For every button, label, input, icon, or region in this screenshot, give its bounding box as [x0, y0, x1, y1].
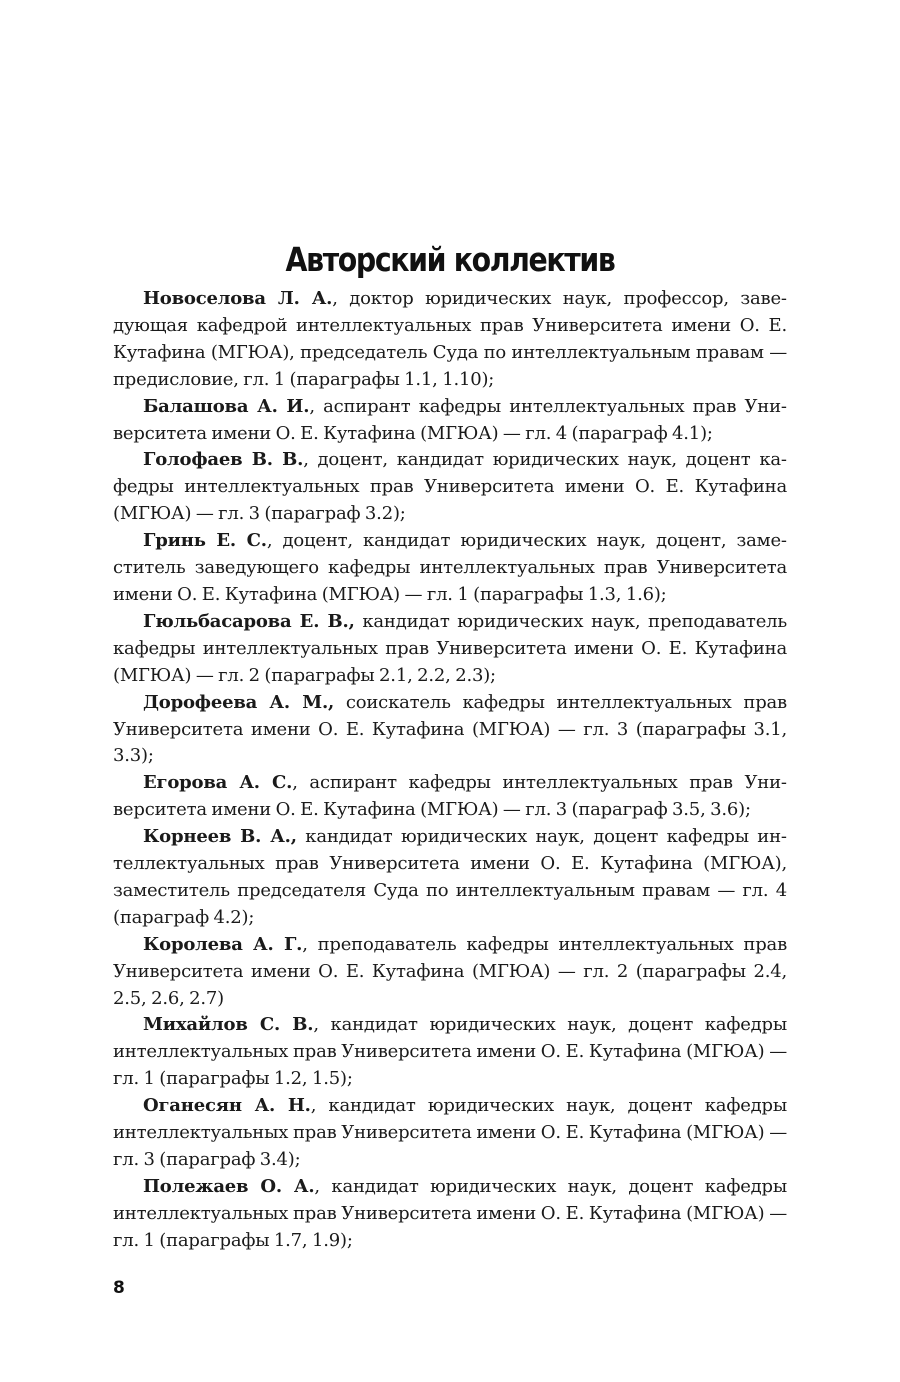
author-description: , кандидат юридических наук, доцент кафедры интеллектуальных прав Университета имени О. Е. Кутафина (МГЮА) — гл. 3 (параграф 3.4); — [113, 1095, 787, 1170]
author-entry — [113, 394, 787, 448]
author-name: Гюльбасарова Е. В., — [143, 610, 355, 632]
author-entry — [113, 286, 787, 394]
author-entry — [113, 1012, 787, 1093]
page-title: Авторский коллектив — [285, 240, 615, 280]
author-name: Новоселова Л. А. — [143, 288, 333, 309]
author-entry — [113, 1174, 787, 1255]
author-description: , аспирант кафедры интеллектуальных прав Университета имени О. Е. Кутафина (МГЮА) — гл. 3 (параграф 3.5, 3.6); — [113, 772, 787, 821]
author-name: Корнеев В. А., — [143, 826, 297, 848]
author-description: , доцент, кандидат юридических наук, доцент кафедры интеллектуальных прав Университета имени О. Е. Кутафина (МГЮА) — гл. 3 (параграф 3.2); — [113, 449, 788, 525]
author-name: Егорова А. С. — [143, 772, 293, 794]
author-description: , аспирант кафедры интеллектуальных прав Университета имени О. Е. Кутафина (МГЮА) — гл. 4 (параграф 4.1); — [113, 395, 787, 444]
author-description: , доктор юридических наук, профессор, заведующая кафедрой интеллектуальных прав Университета имени О. Е. Кутафина (МГЮА), председатель Суда по интеллектуальным правам — предисловие, гл. 1 (параграфы 1.1, 1.10); — [113, 288, 788, 390]
authors-list — [113, 286, 787, 1255]
author-entry — [113, 1093, 787, 1174]
author-name: Гринь Е. С. — [143, 530, 267, 552]
author-name: Королева А. Г. — [143, 933, 303, 955]
page-number: 8 — [113, 1278, 125, 1298]
author-description: , преподаватель кафедры интеллектуальных прав Университета имени О. Е. Кутафина (МГЮА) — гл. 2 (параграфы 2.4, 2.5, 2.6, 2.7) — [113, 933, 788, 1009]
author-entry — [113, 447, 787, 528]
author-name: Полежаев О. А. — [143, 1175, 315, 1197]
author-entry — [113, 932, 787, 1013]
author-name: Дорофеева А. М., — [143, 691, 335, 713]
author-description: соискатель кафедры интеллектуальных прав Университета имени О. Е. Кутафина (МГЮА) — гл. 3 (параграфы 3.1, 3.3); — [113, 691, 787, 767]
author-entry — [113, 609, 787, 690]
author-entry — [113, 770, 787, 824]
author-description: кандидат юридических наук, доцент кафедры интеллектуальных прав Университета имени О. Е. Кутафина (МГЮА), заместитель председателя Суда по интеллектуальным правам — гл. 4 (параграф 4.2); — [113, 826, 787, 928]
author-name: Михайлов С. В. — [143, 1014, 314, 1036]
author-description: , кандидат юридических наук, доцент кафедры интеллектуальных прав Университета имени О. Е. Кутафина (МГЮА) — гл. 1 (параграфы 1.2, 1.5); — [113, 1014, 788, 1090]
author-name: Балашова А. И. — [143, 395, 310, 417]
author-name: Оганесян А. Н. — [143, 1095, 311, 1117]
author-entry — [113, 690, 787, 771]
author-entry — [113, 528, 787, 609]
author-description: кандидат юридических наук, преподаватель кафедры интеллектуальных прав Университета имени О. Е. Кутафина (МГЮА) — гл. 2 (параграфы 2.1, 2.2, 2.3); — [113, 610, 787, 686]
author-description: , доцент, кандидат юридических наук, доцент, заместитель заведующего кафедры интеллектуальных прав Университета имени О. Е. Кутафина (МГЮА) — гл. 1 (параграфы 1.3, 1.6); — [113, 530, 788, 605]
author-description: , кандидат юридических наук, доцент кафедры интеллектуальных прав Университета имени О. Е. Кутафина (МГЮА) — гл. 1 (параграфы 1.7, 1.9); — [113, 1175, 787, 1251]
author-entry — [113, 824, 787, 932]
author-name: Голофаев В. В. — [143, 449, 304, 471]
